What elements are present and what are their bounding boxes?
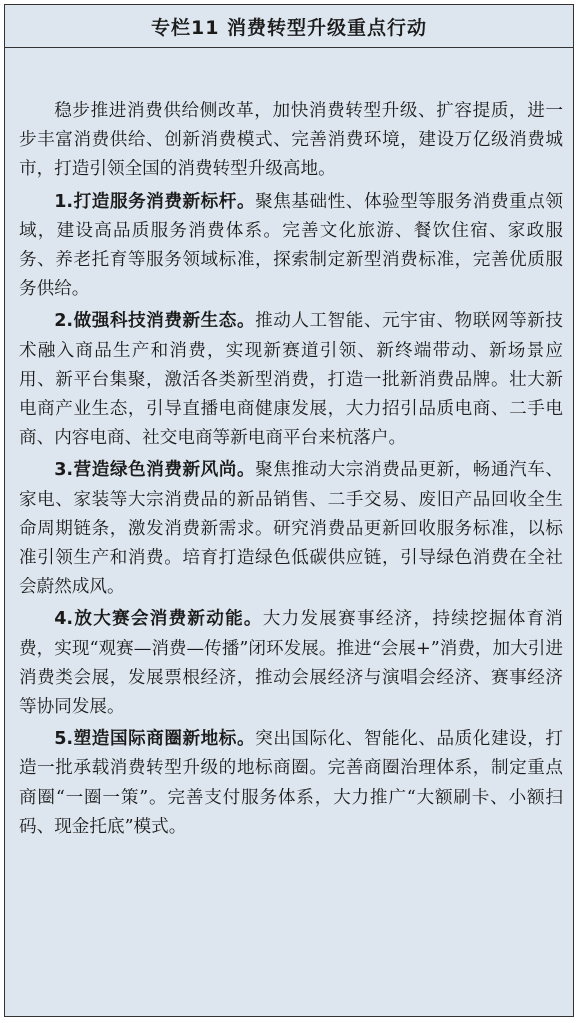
action-heading: 3.营造绿色消费新风尚。 [54, 460, 256, 481]
column-body [19, 97, 563, 845]
action-item-4 [19, 605, 563, 722]
action-heading: 5.塑造国际商圈新地标。 [54, 729, 256, 750]
intro-paragraph: 稳步推进消费供给侧改革，加快消费转型升级、扩容提质，进一步丰富消费供给、创新消费模式、完善消费环境，建设万亿级消费城市，打造引领全国的消费转型升级高地。 [19, 101, 563, 180]
action-heading: 4.放大赛会消费新动能。 [54, 609, 263, 630]
column-title: 专栏11 消费转型升级重点行动 [5, 5, 573, 48]
column-box [4, 4, 574, 1017]
action-heading: 1.打造服务消费新标杆。 [54, 191, 256, 212]
action-item-5 [19, 725, 563, 842]
action-text: 推动人工智能、元宇宙、物联网等新技术融入商品生产和消费，实现新赛道引领、新终端带动、新场景应用、新平台集聚，激活各类新型消费，打造一批新消费品牌。壮大新电商产业生态，引导直播电商健康发展，大力招引品质电商、二手电商、内容电商、社交电商等新电商平台来杭落户。 [19, 311, 563, 449]
action-item-2 [19, 307, 563, 453]
action-heading: 2.做强科技消费新生态。 [54, 311, 256, 332]
action-text: 突出国际化、智能化、品质化建设，打造一批承载消费转型升级的地标商圈。完善商圈治理体系，制定重点商圈“一圈一策”。完善支付服务体系，大力推广“大额刷卡、小额扫码、现金托底”模式。 [19, 729, 563, 837]
action-text: 聚焦推动大宗消费品更新，畅通汽车、家电、家装等大宗消费品的新品销售、二手交易、废旧产品回收全生命周期链条，激发消费新需求。研究消费品更新回收服务标准，以标准引领生产和消费。培育打造绿色低碳供应链，引导绿色消费在全社会蔚然成风。 [19, 460, 563, 598]
action-item-3 [19, 456, 563, 602]
action-text: 聚焦基础性、体验型等服务消费重点领域，建设高品质服务消费体系。完善文化旅游、餐饮住宿、家政服务、养老托育等服务领域标准，探索制定新型消费标准，完善优质服务供给。 [19, 191, 563, 300]
action-text: 大力发展赛事经济，持续挖掘体育消费，实现“观赛—消费—传播”闭环发展。推进“会展+”消费，加大引进消费类会展，发展票根经济，推动会展经济与演唱会经济、赛事经济等协同发展。 [19, 609, 563, 718]
action-item-1 [19, 188, 563, 305]
